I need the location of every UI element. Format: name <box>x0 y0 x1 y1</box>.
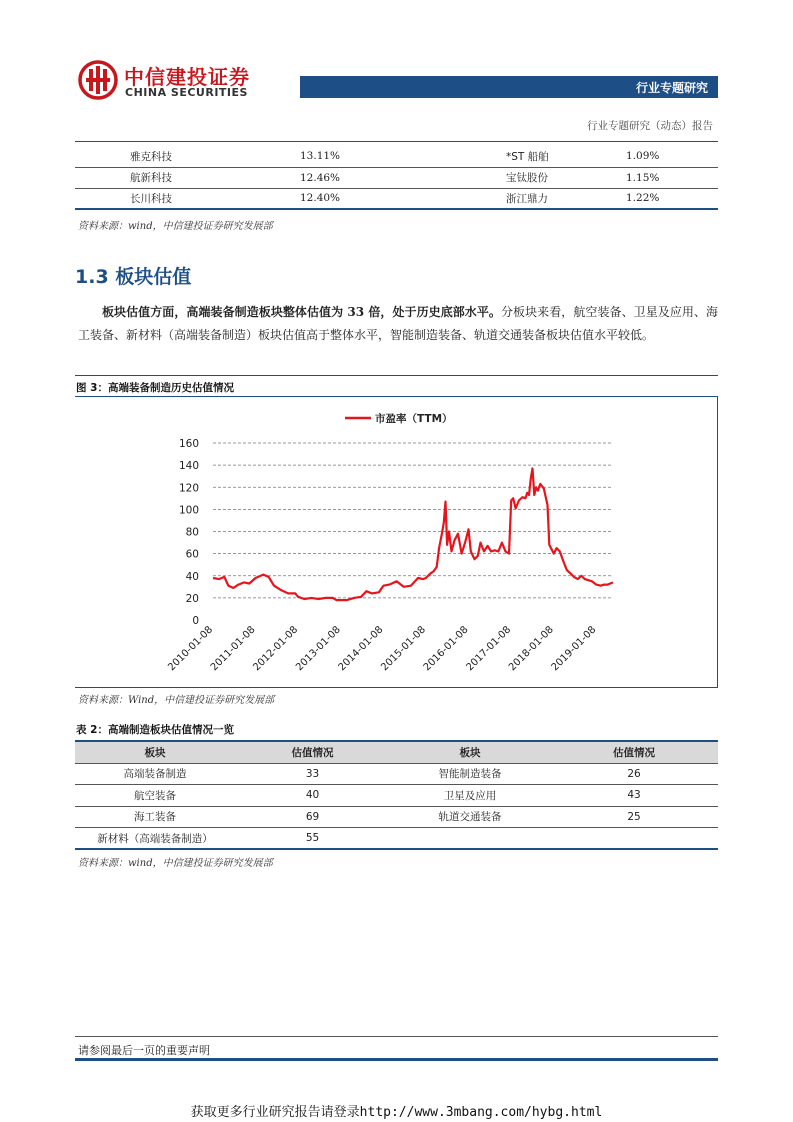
table2-source-note: 资料来源：wind，中信建投证券研究发展部 <box>78 858 273 869</box>
sector-name-cell: 智能制造装备 <box>390 763 550 785</box>
stock-performance-table <box>75 146 718 210</box>
sector-name-cell: 海工装备 <box>75 806 235 828</box>
bottom-link[interactable]: 获取更多行业研究报告请登录http://www.3mbang.com/hybg.html <box>190 1105 603 1120</box>
table-row <box>75 763 718 785</box>
y-tick-label: 20 <box>185 592 199 605</box>
figure-caption: 图 3：高端装备制造历史估值情况 <box>76 382 234 394</box>
section-paragraph <box>78 301 718 346</box>
x-tick-label: 2018-01-08 <box>507 624 556 674</box>
table-row <box>75 167 718 188</box>
stock-change-cell: 1.15% <box>626 167 718 188</box>
valuation-cell: 25 <box>550 806 718 828</box>
pe-ratio-line-chart <box>75 397 718 688</box>
legend-label: 市盈率（TTM） <box>375 413 453 425</box>
x-tick-label: 2017-01-08 <box>464 624 514 674</box>
sector-name-cell: 新材料（高端装备制造） <box>75 828 235 850</box>
footer-bar <box>75 1058 718 1061</box>
x-tick-label: 2015-01-08 <box>379 624 429 674</box>
column-header: 估值情况 <box>235 741 390 763</box>
chart-frame <box>75 397 718 688</box>
disclaimer-note: 请参阅最后一页的重要声明 <box>78 1044 210 1057</box>
table-row <box>75 828 718 850</box>
paragraph-body: 分板块来看，航空装备、卫星及应用、海工装备、新材料（高端装备制造）板块估值高于整体水平，智能制造装备、轨道交通装备板块估值水平较低。 <box>78 305 718 342</box>
stock-name-cell: 长川科技 <box>75 188 225 209</box>
sector-name-cell: 轨道交通装备 <box>390 806 550 828</box>
china-securities-logo-icon <box>78 60 118 100</box>
footer-divider <box>75 1036 718 1037</box>
x-tick-label: 2014-01-08 <box>336 624 386 674</box>
valuation-cell: 55 <box>235 828 390 850</box>
stock-change-cell: 1.09% <box>626 146 718 167</box>
stock-change-cell: 1.22% <box>626 188 718 209</box>
pe-ratio-series-line <box>213 468 613 600</box>
logo-english-name: CHINA SECURITIES <box>125 86 248 99</box>
stock-name-cell: *ST 船舶 <box>460 146 626 167</box>
stock-change-cell: 13.11% <box>225 146 460 167</box>
sector-name-cell: 航空装备 <box>75 785 235 807</box>
stock-change-cell: 12.46% <box>225 167 460 188</box>
y-tick-label: 40 <box>185 570 199 583</box>
valuation-cell: 43 <box>550 785 718 807</box>
valuation-cell: 26 <box>550 763 718 785</box>
table-source-note: 资料来源：wind，中信建投证券研究发展部 <box>78 221 273 232</box>
table-row <box>75 785 718 807</box>
section-title: 1.3 板块估值 <box>75 266 192 288</box>
stock-name-cell: 浙江鼎力 <box>460 188 626 209</box>
stock-name-cell: 航新科技 <box>75 167 225 188</box>
sector-name-cell <box>390 828 550 850</box>
logo-chinese-name: 中信建投证券 <box>124 65 250 89</box>
valuation-cell <box>550 828 718 850</box>
brand-logo <box>78 60 248 104</box>
table-row <box>75 806 718 828</box>
y-tick-label: 100 <box>178 504 199 517</box>
x-tick-label: 2016-01-08 <box>421 624 471 674</box>
column-header: 板块 <box>390 741 550 763</box>
x-tick-label: 2013-01-08 <box>294 624 343 674</box>
x-tick-label: 2012-01-08 <box>251 624 301 674</box>
header-divider <box>75 141 718 142</box>
y-tick-label: 60 <box>185 548 199 561</box>
stock-name-cell: 宝钛股份 <box>460 167 626 188</box>
valuation-cell: 33 <box>235 763 390 785</box>
header-bar <box>300 76 718 98</box>
x-tick-label: 2011-01-08 <box>208 624 258 674</box>
valuation-cell: 69 <box>235 806 390 828</box>
table-caption-bar <box>75 718 718 740</box>
figure-caption-bar <box>75 375 718 397</box>
y-tick-label: 160 <box>178 438 199 450</box>
report-subtitle: 行业专题研究（动态）报告 <box>587 120 713 132</box>
y-tick-label: 120 <box>178 482 199 495</box>
figure-source-note: 资料来源：Wind，中信建投证券研究发展部 <box>78 695 275 706</box>
column-header: 板块 <box>75 741 235 763</box>
paragraph-highlight: 板块估值方面，高端装备制造板块整体估值为 33 倍，处于历史底部水平。 <box>102 305 501 319</box>
stock-name-cell: 雅克科技 <box>75 146 225 167</box>
sector-name-cell: 高端装备制造 <box>75 763 235 785</box>
y-tick-label: 80 <box>185 526 199 539</box>
valuation-table <box>75 740 718 850</box>
stock-change-cell: 12.40% <box>225 188 460 209</box>
x-tick-label: 2019-01-08 <box>549 624 599 674</box>
y-tick-label: 0 <box>192 615 199 627</box>
table-row <box>75 188 718 209</box>
x-tick-label: 2010-01-08 <box>166 624 216 674</box>
valuation-cell: 40 <box>235 785 390 807</box>
y-tick-label: 140 <box>178 460 199 473</box>
table-caption: 表 2：高端制造板块估值情况一览 <box>76 724 234 736</box>
table-row <box>75 146 718 167</box>
report-type-label: 行业专题研究 <box>635 81 708 95</box>
sector-name-cell: 卫星及应用 <box>390 785 550 807</box>
column-header: 估值情况 <box>550 741 718 763</box>
